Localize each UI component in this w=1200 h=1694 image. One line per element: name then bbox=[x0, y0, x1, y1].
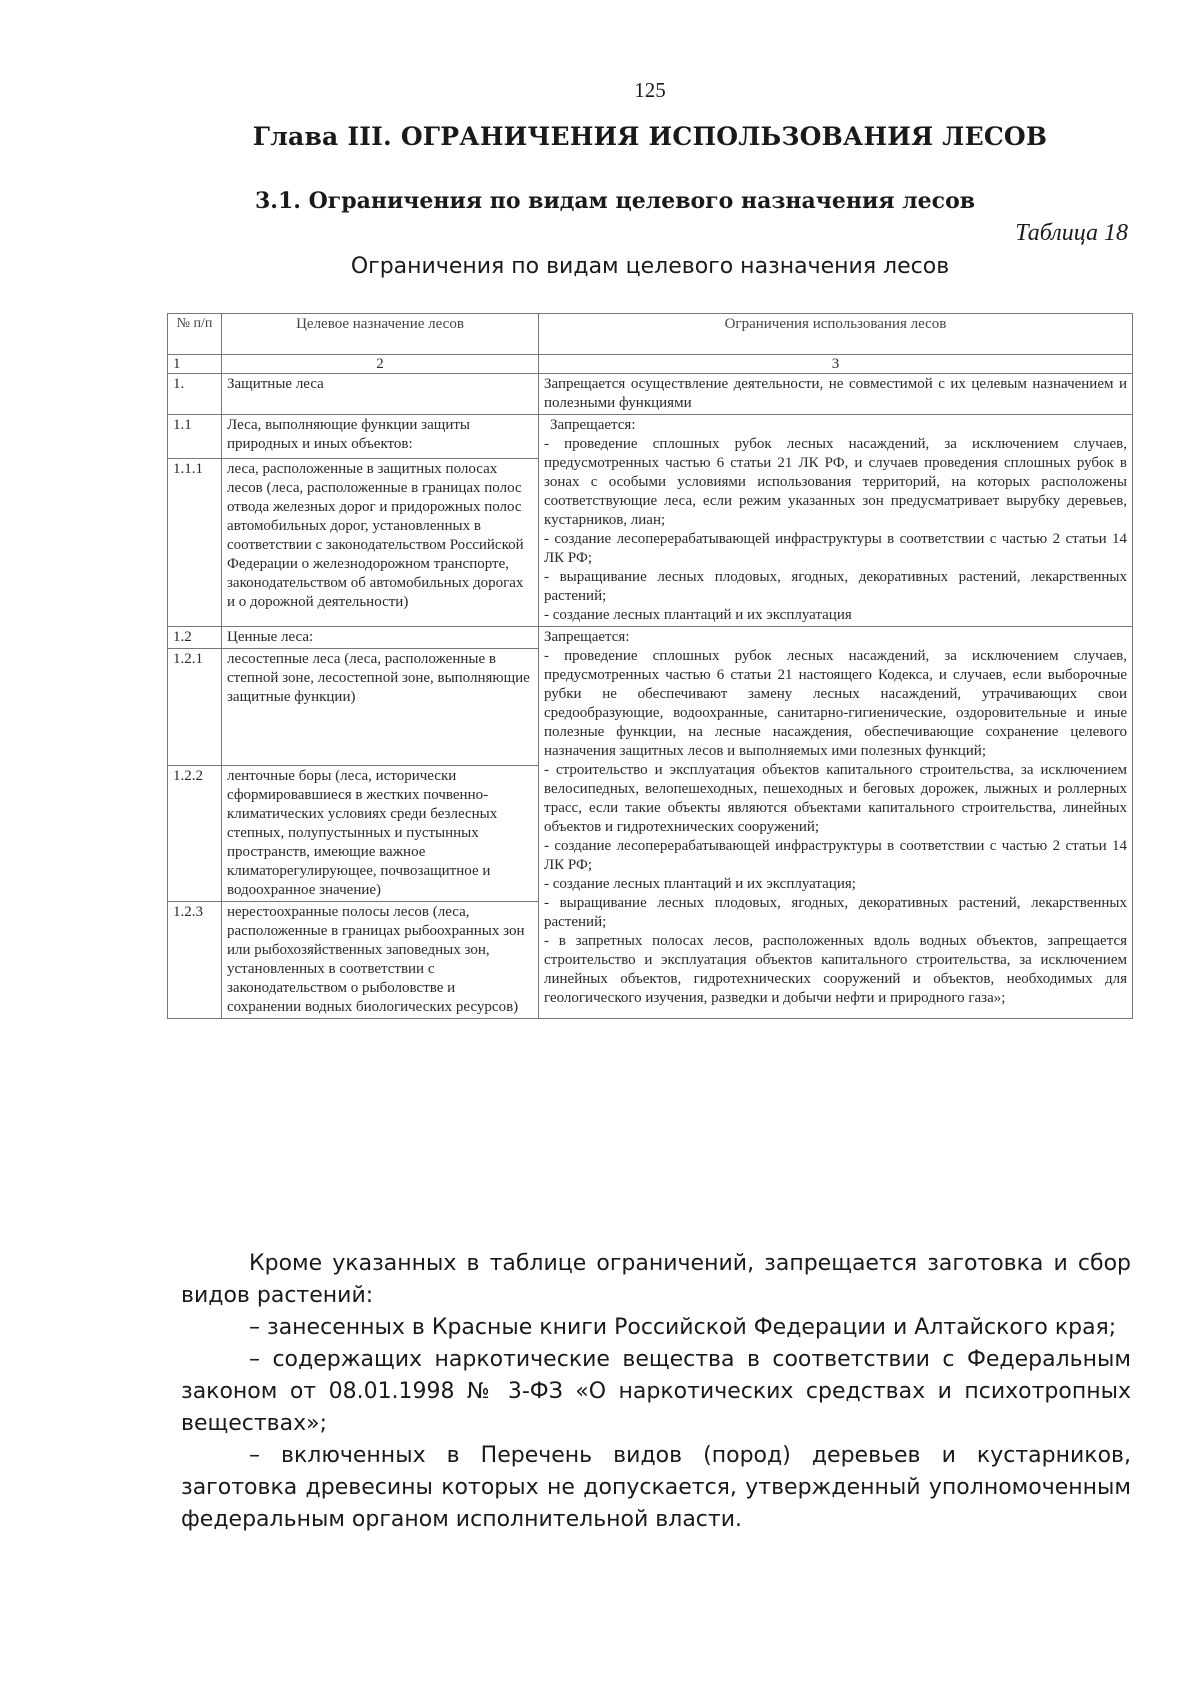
forest-purpose: Защитные леса bbox=[222, 374, 539, 415]
forest-purpose: Ценные леса: bbox=[222, 627, 539, 649]
column-number: 2 bbox=[222, 355, 539, 374]
row-number: 1.2.1 bbox=[168, 649, 222, 766]
section-title: 3.1. Ограничения по видам целевого назначения лесов bbox=[255, 188, 976, 214]
forest-purpose: леса, расположенные в защитных полосах лесов (леса, расположенные в границах полос отвода железных дорог и придорожных полос автомобильных дорог, установленных в соответствии с законодательством Российской Федерации о железнодорожном транспорте, законодательством об автомобильных дорогах и о дорожной деятельности) bbox=[222, 459, 539, 627]
body-paragraph: – включенных в Перечень видов (пород) деревьев и кустарников, заготовка древесины которых не допускается, утвержденный уполномоченным федеральным органом исполнительной власти. bbox=[181, 1443, 1131, 1532]
restriction-item: - строительство и эксплуатация объектов капитального строительства, за исключением велосипедных, велопешеходных, пешеходных и беговых дорожек, лыжных и роллерных трасс, если такие объекты являются объектами капитального строительства, линейных объектов и гидротехнических сооружений; bbox=[544, 762, 1127, 835]
forest-purpose: ленточные боры (леса, исторически сформировавшиеся в жестких почвенно-климатических условиях среди безлесных степных, полупустынных и пустынных пространств, имеющие важное климаторегулирующее, почвозащитное и водоохранное значение) bbox=[222, 766, 539, 902]
restriction-item: - создание лесоперерабатывающей инфраструктуры в соответствии с частью 2 статьи 14 ЛК РФ; bbox=[544, 838, 1127, 873]
restriction-item: - проведение сплошных рубок лесных насаждений, за исключением случаев, предусмотренных частью 6 статьи 21 ЛК РФ, и случаев проведения сплошных рубок в зонах с особыми условиями использования территорий, на которых расположены соответствующие леса, если режим указанных зон предусматривает вырубку деревьев, кустарников, лиан; bbox=[544, 436, 1127, 528]
table-label: Таблица 18 bbox=[1015, 220, 1128, 246]
header-num: № п/п bbox=[168, 314, 222, 355]
body-paragraph: – занесенных в Красные книги Российской Федерации и Алтайского края; bbox=[249, 1315, 1117, 1340]
body-paragraph: Кроме указанных в таблице ограничений, запрещается заготовка и сбор видов растений: bbox=[181, 1251, 1131, 1308]
row-number: 1.1.1 bbox=[168, 459, 222, 627]
header-purpose: Целевое назначение лесов bbox=[222, 314, 539, 355]
forest-purpose: лесостепные леса (леса, расположенные в степной зоне, лесостепной зоне, выполняющие защитные функции) bbox=[222, 649, 539, 766]
forest-purpose: нерестоохранные полосы лесов (леса, расположенные в границах рыбоохранных зон или рыбохозяйственных заповедных зон, установленных в соответствии с законодательством о рыболовстве и сохранении водных биологических ресурсов) bbox=[222, 902, 539, 1019]
page-number: 125 bbox=[634, 78, 666, 102]
restriction-head: Запрещается: bbox=[550, 417, 636, 433]
restriction-head: Запрещается: bbox=[544, 629, 630, 645]
row-number: 1.2.2 bbox=[168, 766, 222, 902]
row-number: 1.2 bbox=[168, 627, 222, 649]
restriction-item: - в запретных полосах лесов, расположенных вдоль водных объектов, запрещается строительство и эксплуатация объектов капитального строительства, за исключением линейных объектов, гидротехнических сооружений и объектов, необходимых для геологического изучения, разведки и добычи нефти и природного газа»; bbox=[544, 933, 1127, 1006]
table-caption: Ограничения по видам целевого назначения лесов bbox=[350, 254, 950, 279]
header-restrictions: Ограничения использования лесов bbox=[539, 314, 1133, 355]
column-number-row bbox=[168, 355, 1133, 374]
restriction-item: - создание лесных плантаций и их эксплуатация; bbox=[544, 876, 856, 892]
table-row bbox=[168, 627, 1133, 649]
restriction-item: - создание лесоперерабатывающей инфраструктуры в соответствии с частью 2 статьи 14 ЛК РФ; bbox=[544, 531, 1127, 566]
row-number: 1.2.3 bbox=[168, 902, 222, 1019]
table-row bbox=[168, 374, 1133, 415]
restriction-item: - выращивание лесных плодовых, ягодных, декоративных растений, лекарственных растений; bbox=[544, 895, 1127, 930]
column-number: 1 bbox=[168, 355, 222, 374]
restriction-text bbox=[539, 415, 1133, 627]
row-number: 1. bbox=[168, 374, 222, 415]
column-number: 3 bbox=[539, 355, 1133, 374]
restriction-text bbox=[539, 627, 1133, 1019]
body-paragraph: – содержащих наркотические вещества в соответствии с Федеральным законом от 08.01.1998 № 3-ФЗ «О наркотических средствах и психотропных веществах»; bbox=[181, 1347, 1131, 1436]
row-number: 1.1 bbox=[168, 415, 222, 459]
chapter-title: Глава III. ОГРАНИЧЕНИЯ ИСПОЛЬЗОВАНИЯ ЛЕСОВ bbox=[252, 122, 1048, 151]
restriction-item: - выращивание лесных плодовых, ягодных, декоративных растений, лекарственных растений; bbox=[544, 569, 1127, 604]
restriction-text: Запрещается осуществление деятельности, не совместимой с их целевым назначением и полезными функциями bbox=[539, 374, 1133, 415]
restrictions-table bbox=[167, 313, 1133, 1019]
body-text bbox=[181, 1248, 1131, 1536]
forest-purpose: Леса, выполняющие функции защиты природных и иных объектов: bbox=[222, 415, 539, 459]
table-row bbox=[168, 415, 1133, 459]
table-header-row bbox=[168, 314, 1133, 355]
restriction-item: - создание лесных плантаций и их эксплуатация bbox=[544, 607, 852, 623]
restriction-item: - проведение сплошных рубок лесных насаждений, за исключением случаев, предусмотренных частью 6 статьи 21 настоящего Кодекса, и случаев, если выборочные рубки не обеспечивают замену лесных насаждений, утрачивающих свои средообразующие, водоохранные, санитарно-гигиенические, оздоровительные и иные полезные функции, на лесные насаждения, обеспечивающие сохранение целевого назначения защитных лесов и выполняемых ими полезных функций; bbox=[544, 648, 1127, 759]
